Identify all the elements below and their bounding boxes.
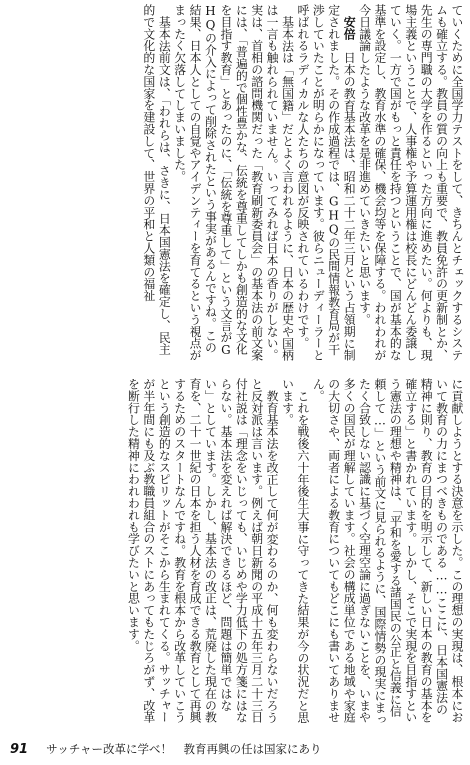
page-footer <box>10 741 460 759</box>
paragraph: に貢献しようとする決意を示した。この理想の実現は、根本において教育の力にまつべきものである……ここに、日本国憲法の精神に則り、教育の目的を明示して、新しい日本の教育の基本を確立する」と書かれています。しかし、そこで実現を目指すという憲法の理想や精神は、「平和を愛する諸国民の公正と信義に信頼して…」という前文に見られるように、国際情勢の現実にまったく合致しない認識に基づく空理空論に過ぎないことを、いまや多くの国民が理解しています。社会の構成単位である地域や家庭の大切さや、両者による教育についてもどこにも書いてありません。 <box>311 378 464 726</box>
paragraph-with-speaker <box>295 4 357 362</box>
paragraph: ていくために全国学力テストをして、きちんとチェックするシステムも確立する。教員の質の向上も重要で、教員免許の更新制とか、先生の専門職の大学を作るといった方向に進めたい。何よりも、現場主義ということで、人事権や予算運用権は校長にどんどん委譲していく。一方で国がもっと責任を持つということで、国が基本的な基準を設定し、教育水準の確保、機会均等を保障する。われわれが今日議論したような改革を是非進めていきたいと思います。 <box>357 4 464 361</box>
speaker-label: 安倍 <box>342 15 357 40</box>
paragraph-text: 日本の教育基本法は、昭和二十二年三月という占領期に制定されました。その作成過程では、GHQの民間情報教育局が干渉していたことが明らかになっています。彼らニューディーラーと呼ばれるラディカルな人たちの意図が反映されているわけです。 <box>295 4 357 362</box>
running-head: サッチャー改革に学べ！ 教育再興の任は国家にあり <box>46 742 322 756</box>
paragraph: 基本法前文は、「われらは、さきに、日本国憲法を確定し、民主的で文化的な国家を建設して、世界の平和と人類の福祉 <box>141 4 172 356</box>
lower-text-block <box>6 378 464 727</box>
paragraph: 教育基本法を改正して何が変わるのか、何も変わらないだろうと反対派は言います。例えば朝日新聞の平成十五年三月二十三日付社説は「理念をいじっても、いじめや学力低下の処方箋にはならない。基本法を変えれば解決できるほど、問題は簡単ではない」としています。しかし、基本法の改正は、荒廃した現在の教育を、二十一世紀の日本を担う人材を育成できる教育として再興するためのスタートなんですね。教育を根本から改革していこうという創造的なスピリットがそこから生まれてくる。サッチャーが半年間にも及ぶ教職員組合のストにあってもたじろがず、改革を断行した精神にわれわれも学びたいと思います。 <box>126 378 280 724</box>
paragraph: これを戦後六十年後生大事に守ってきた結果が今の状況だと思います。 <box>280 378 310 724</box>
page-number: 91 <box>10 742 29 757</box>
upper-text-block <box>6 4 464 362</box>
paragraph: 基本法は「無国籍」だとよく言われるように、日本の歴史や国柄は一言も触れられていません。いってみれば日本の香りがしない。実は、首相の諮問機関だった「教育刷新委員会」の基本法の前文案には、「普遍的で個性豊かな、伝統を尊重してしかも創造的な文化を目指す教育」とあったのに、「伝統を尊重して」という文言がGHQの介入によって削除されたという事実があるんですね。この結果、日本人としての自覚やアイデンティーを育てるという視点がまったく欠落してしまいました。 <box>172 4 295 361</box>
